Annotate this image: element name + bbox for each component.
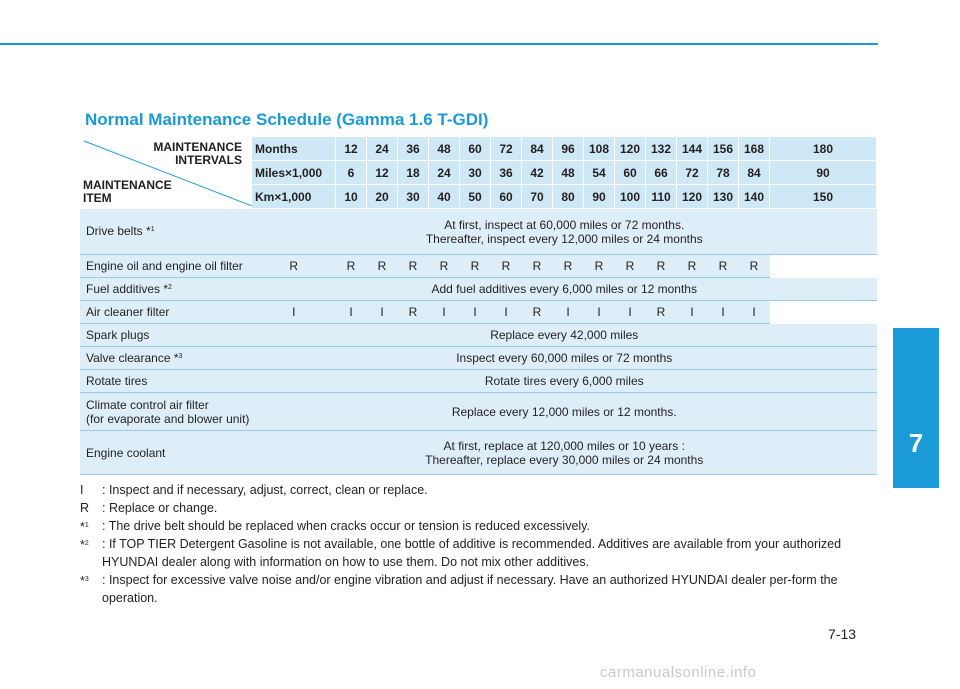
schedule-text: Inspect every 60,000 miles or 72 months: [252, 347, 877, 370]
schedule-cell: R: [553, 255, 584, 278]
table-row: [80, 301, 877, 324]
schedule-cell: R: [398, 301, 429, 324]
schedule-cell: R: [336, 255, 367, 278]
schedule-cell: I: [336, 301, 367, 324]
interval-value: 90: [770, 161, 877, 185]
interval-value: 110: [646, 185, 677, 209]
schedule-cell: R: [252, 255, 336, 278]
interval-value: 30: [398, 185, 429, 209]
corner-intervals-label: MAINTENANCE INTERVALS: [153, 140, 242, 167]
legend-text: : Inspect for excessive valve noise and/or engine vibration and adjust if necessary. Have an authorized HYUNDAI dealer per-form the operation.: [102, 573, 838, 605]
schedule-cell: I: [429, 301, 460, 324]
maintenance-item-name: Fuel additives *$^2$: [80, 278, 252, 301]
interval-value: 24: [429, 161, 460, 185]
interval-value: 140: [739, 185, 770, 209]
schedule-cell: I: [584, 301, 615, 324]
legend-line: [80, 571, 880, 607]
maintenance-item-name: Rotate tires: [80, 370, 252, 393]
interval-value: 60: [460, 137, 491, 161]
legend-text: : Inspect and if necessary, adjust, correct, clean or replace.: [102, 483, 428, 497]
interval-value: 10: [336, 185, 367, 209]
maintenance-item-name: Spark plugs: [80, 324, 252, 347]
legend-text: : The drive belt should be replaced when cracks occur or tension is reduced excessively.: [102, 519, 590, 533]
maintenance-item-name: Valve clearance *$^3$: [80, 347, 252, 370]
maintenance-item-name: Climate control air filter (for evaporate and blower unit): [80, 393, 252, 431]
maintenance-item-name: Engine coolant: [80, 431, 252, 475]
interval-value: 78: [708, 161, 739, 185]
table-row: [80, 278, 877, 301]
interval-value: 50: [460, 185, 491, 209]
interval-value: 40: [429, 185, 460, 209]
table-row: [80, 324, 877, 347]
schedule-cell: R: [522, 301, 553, 324]
schedule-text: Replace every 12,000 miles or 12 months.: [252, 393, 877, 431]
interval-value: 150: [770, 185, 877, 209]
legend-line: [80, 517, 880, 535]
interval-value: 100: [615, 185, 646, 209]
page-number: 7-13: [828, 626, 857, 642]
interval-value: 48: [553, 161, 584, 185]
interval-row-label: Miles×1,000: [252, 161, 336, 185]
interval-value: 54: [584, 161, 615, 185]
table-corner-header: [80, 137, 252, 209]
schedule-cell: R: [398, 255, 429, 278]
interval-row-label: Km×1,000: [252, 185, 336, 209]
interval-value: 42: [522, 161, 553, 185]
schedule-cell: I: [708, 301, 739, 324]
legend-text: : Replace or change.: [102, 501, 218, 515]
interval-value: 84: [739, 161, 770, 185]
schedule-cell: I: [615, 301, 646, 324]
schedule-text: At first, replace at 120,000 miles or 10 years : Thereafter, replace every 30,000 miles or 24 months: [252, 431, 877, 475]
interval-value: 72: [491, 137, 522, 161]
chapter-number: 7: [908, 428, 924, 458]
interval-value: 120: [615, 137, 646, 161]
interval-value: 48: [429, 137, 460, 161]
interval-value: 66: [646, 161, 677, 185]
interval-value: 12: [336, 137, 367, 161]
legend-line: [80, 499, 880, 517]
legend-key: I: [80, 483, 84, 497]
interval-value: 80: [553, 185, 584, 209]
schedule-cell: R: [708, 255, 739, 278]
maintenance-schedule-table: [80, 137, 877, 475]
table-row: [80, 431, 877, 475]
legend-footnote-number: 3: [84, 576, 89, 583]
top-rule: [0, 43, 878, 45]
legend-key: *$^1$: [80, 520, 89, 534]
interval-value: 6: [336, 161, 367, 185]
interval-value: 36: [491, 161, 522, 185]
interval-value: 96: [553, 137, 584, 161]
interval-value: 144: [677, 137, 708, 161]
maintenance-item-name: Drive belts *$^1$: [80, 209, 252, 255]
schedule-cell: I: [677, 301, 708, 324]
interval-value: 156: [708, 137, 739, 161]
legend: [80, 481, 880, 607]
schedule-text: At first, inspect at 60,000 miles or 72 months. Thereafter, inspect every 12,000 miles or 24 months: [252, 209, 877, 255]
schedule-cell: I: [367, 301, 398, 324]
legend-key: R: [80, 501, 90, 515]
interval-value: 108: [584, 137, 615, 161]
schedule-cell: R: [739, 255, 770, 278]
schedule-cell: I: [491, 301, 522, 324]
schedule-text: Add fuel additives every 6,000 miles or 12 months: [252, 278, 877, 301]
interval-value: 60: [615, 161, 646, 185]
table-row: [80, 255, 877, 278]
interval-value: 18: [398, 161, 429, 185]
interval-value: 168: [739, 137, 770, 161]
schedule-cell: I: [460, 301, 491, 324]
interval-value: 70: [522, 185, 553, 209]
interval-row-label: Months: [252, 137, 336, 161]
page-title: Normal Maintenance Schedule (Gamma 1.6 T-GDI): [85, 110, 489, 129]
schedule-cell: I: [739, 301, 770, 324]
interval-value: 130: [708, 185, 739, 209]
interval-value: 180: [770, 137, 877, 161]
table-row: [80, 347, 877, 370]
footnote-marker: 1: [150, 226, 155, 234]
legend-line: [80, 535, 880, 571]
schedule-cell: R: [615, 255, 646, 278]
schedule-cell: I: [252, 301, 336, 324]
interval-value: 36: [398, 137, 429, 161]
chapter-label-wrap: [886, 336, 946, 426]
interval-value: 60: [491, 185, 522, 209]
interval-value: 120: [677, 185, 708, 209]
watermark: carmanualsonline.info: [600, 664, 757, 681]
schedule-cell: R: [429, 255, 460, 278]
schedule-cell: R: [460, 255, 491, 278]
chapter-label: Maintenance: [908, 344, 924, 419]
footnote-marker: 3: [178, 353, 183, 360]
table-row: [80, 370, 877, 393]
schedule-cell: R: [646, 255, 677, 278]
legend-key: *$^3$: [80, 574, 89, 588]
schedule-cell: R: [491, 255, 522, 278]
schedule-cell: R: [367, 255, 398, 278]
table-row: [80, 393, 877, 431]
legend-key: *$^2$: [80, 538, 89, 552]
schedule-text: Replace every 42,000 miles: [252, 324, 877, 347]
maintenance-item-name: Engine oil and engine oil filter: [80, 255, 252, 278]
interval-value: 90: [584, 185, 615, 209]
interval-value: 12: [367, 161, 398, 185]
interval-value: 84: [522, 137, 553, 161]
schedule-text: Rotate tires every 6,000 miles: [252, 370, 877, 393]
schedule-cell: R: [584, 255, 615, 278]
schedule-cell: R: [646, 301, 677, 324]
table-row: [80, 209, 877, 255]
interval-value: 132: [646, 137, 677, 161]
legend-footnote-number: 1: [84, 522, 89, 529]
schedule-cell: R: [522, 255, 553, 278]
maintenance-item-name: Air cleaner filter: [80, 301, 252, 324]
legend-footnote-number: 2: [84, 540, 89, 547]
legend-text: : If TOP TIER Detergent Gasoline is not available, one bottle of additive is recommended. Additives are available from your authorized HYUNDAI dealer along with information on how to use them. Do not mix other additives.: [102, 537, 842, 569]
legend-line: [80, 481, 880, 499]
corner-item-label: MAINTENANCE ITEM: [83, 178, 172, 205]
schedule-cell: R: [677, 255, 708, 278]
interval-value: 20: [367, 185, 398, 209]
footnote-marker: 2: [168, 284, 172, 291]
interval-value: 30: [460, 161, 491, 185]
schedule-cell: I: [553, 301, 584, 324]
interval-value: 72: [677, 161, 708, 185]
interval-value: 24: [367, 137, 398, 161]
